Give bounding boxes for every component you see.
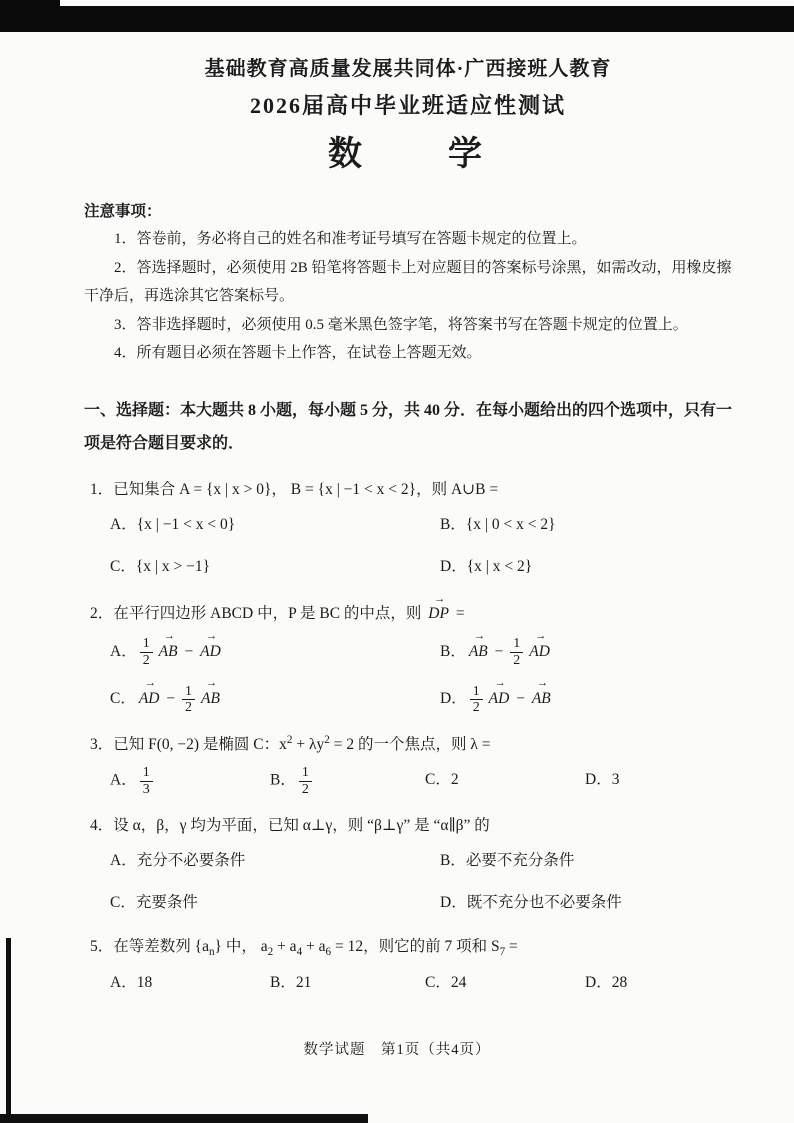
scan-artifact-top-bar: [0, 6, 794, 32]
notice-item: 3．答非选择题时，必须使用 0.5 毫米黑色签字笔，将答案书写在答题卡规定的位置上。: [114, 316, 688, 333]
scan-artifact-top-notch: [0, 0, 60, 8]
notice-item: 2．答选择题时，必须使用 2B 铅笔将答题卡上对应题目的答案标号涂黑，如需改动，用橡皮擦干净后，再选涂其它答案标号。: [84, 259, 732, 305]
option: C．24: [425, 973, 467, 991]
option: B．{x | 0 < x < 2}: [440, 515, 556, 533]
question-block: [84, 730, 732, 797]
options-row: [84, 968, 732, 997]
exam-title: 2026届高中毕业班适应性测试: [249, 93, 566, 118]
subject-title: 数 学: [328, 136, 488, 173]
option: B．必要不充分条件: [440, 851, 575, 869]
section-heading: 一、选择题：本大题共 8 小题，每小题 5 分，共 40 分．在每小题给出的四个选项中，只有一项是符合题目要求的．: [84, 401, 733, 453]
option: A．充分不必要条件: [110, 851, 246, 869]
options-row: [84, 634, 732, 716]
page-footer: 数学试题 第1页（共4页）: [303, 1042, 491, 1058]
option: A．18: [110, 973, 153, 991]
question-stem: 4．设 α，β，γ 均为平面，已知 α⊥γ，则 “β⊥γ” 是 “α∥β” 的: [90, 816, 490, 834]
question-block: [84, 476, 732, 582]
option: D．{x | x < 2}: [440, 558, 533, 576]
option: A． $\frac{1}{2}$ AB → − AD →: [110, 634, 440, 668]
notice-item: 4．所有题目必须在答题卡上作答，在试卷上答题无效。: [114, 345, 482, 362]
option: D． $\frac{1}{2}$ AD → − AB →: [440, 681, 732, 715]
options-row: [84, 510, 732, 582]
notices-section: [84, 199, 732, 368]
option: C．充要条件: [110, 894, 198, 912]
scan-artifact-bottom-bar: [0, 1114, 368, 1123]
option: A．{x | −1 < x < 0}: [110, 515, 236, 533]
question-stem: 1．已知集合 A = {x | x > 0}， B = {x | −1 < x < 2}，则 A∪B =: [90, 481, 499, 499]
page-content: [84, 52, 732, 997]
question-stem: 3．已知 F(0, −2) 是椭圆 C：$x^2 + \lambda y^2 = 2$ 的一个焦点，则 λ =: [90, 734, 491, 754]
scan-artifact-left-line: [6, 938, 11, 1123]
option: C． AD → − $\frac{1}{2}$ AB →: [110, 681, 440, 715]
option: D．3: [585, 771, 620, 789]
question-block: [84, 933, 732, 998]
option: D．既不充分也不必要条件: [440, 894, 622, 912]
options-row: [84, 765, 732, 797]
question-block: [84, 597, 732, 715]
options-row: [84, 846, 732, 918]
notices-title: 注意事项：: [84, 203, 162, 220]
option: C．2: [425, 771, 459, 789]
question-stem: 5．在等差数列 $\{a_n\}$ 中， $a_2 + a_4 + a_6 = 12$，则它的前 7 项和 $S_7$ =: [90, 937, 518, 958]
question-stem: 2．在平行四边形 ABCD 中，P 是 BC 的中点，则 DP → =: [84, 597, 732, 628]
organization-title: 基础教育高质量发展共同体·广西接班人教育: [204, 58, 612, 80]
option: B． AB → − $\frac{1}{2}$ AD →: [440, 634, 732, 668]
question-block: [84, 812, 732, 918]
questions-list: [84, 476, 732, 997]
option: B．21: [270, 973, 312, 991]
option: A． $\frac{1}{3}$: [110, 765, 270, 797]
option: D．28: [585, 973, 628, 991]
notice-item: 1．答卷前，务必将自己的姓名和准考证号填写在答题卡规定的位置上。: [114, 231, 587, 248]
option: C．{x | x > −1}: [110, 558, 211, 576]
option: B． $\frac{1}{2}$: [270, 765, 425, 797]
